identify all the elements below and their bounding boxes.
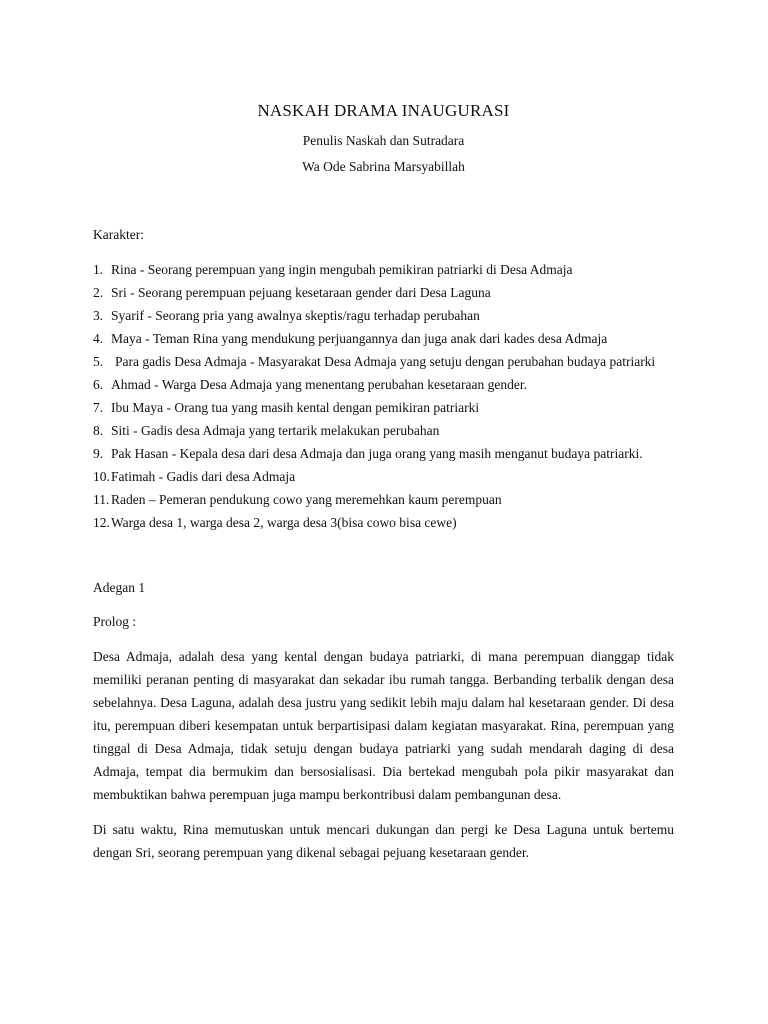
list-item bbox=[93, 258, 674, 281]
document-page bbox=[93, 100, 674, 876]
list-text: Rina - Seorang perempuan yang ingin mengubah pemikiran patriarki di Desa Admaja bbox=[111, 262, 573, 277]
document-title: NASKAH DRAMA INAUGURASI bbox=[257, 101, 510, 120]
list-text: Pak Hasan - Kepala desa dari desa Admaja dan juga orang yang masih menganut budaya patriarki. bbox=[111, 446, 643, 461]
list-number: 8. bbox=[93, 423, 104, 438]
list-number: 9. bbox=[93, 446, 104, 461]
list-item bbox=[93, 419, 674, 442]
list-text: Warga desa 1, warga desa 2, warga desa 3(bisa cowo bisa cewe) bbox=[111, 515, 457, 530]
list-number: 3. bbox=[93, 308, 104, 323]
list-number: 2. bbox=[93, 285, 104, 300]
list-number: 7. bbox=[93, 400, 104, 415]
list-item bbox=[93, 281, 674, 304]
list-text: Siti - Gadis desa Admaja yang tertarik melakukan perubahan bbox=[111, 423, 440, 438]
list-text: Fatimah - Gadis dari desa Admaja bbox=[111, 469, 296, 484]
list-item bbox=[93, 350, 674, 373]
list-item bbox=[93, 373, 674, 396]
list-text: Sri - Seorang perempuan pejuang kesetaraan gender dari Desa Laguna bbox=[111, 285, 491, 300]
author-name: Wa Ode Sabrina Marsyabillah bbox=[302, 159, 465, 174]
list-text: Maya - Teman Rina yang mendukung perjuangannya dan juga anak dari kades desa Admaja bbox=[111, 331, 608, 346]
list-text: Para gadis Desa Admaja - Masyarakat Desa Admaja yang setuju dengan perubahan budaya patriarki bbox=[115, 354, 656, 369]
prolog-paragraph-1: Desa Admaja, adalah desa yang kental dengan budaya patriarki, di mana perempuan dianggap tidak memiliki peranan penting di masyarakat dan sekadar ibu rumah tangga. Berbanding terbalik dengan desa sebelahnya. Desa Laguna, adalah desa justru yang sedikit lebih maju dalam hal kesetaraan gender. Di desa itu, perempuan diberi kesempatan untuk berpartisipasi dalam kegiatan masyarakat. Rina, perempuan yang tinggal di Desa Admaja, tidak setuju dengan budaya patriarki yang sudah mendarah daging di desa Admaja, tempat dia bermukim dan bersosialisasi. Dia bertekad mengubah pola pikir masyarakat dan membuktikan bahwa perempuan juga mampu berkontribusi dalam pembangunan desa. bbox=[93, 649, 674, 802]
author-role: Penulis Naskah dan Sutradara bbox=[302, 133, 465, 148]
list-text: Syarif - Seorang pria yang awalnya skeptis/ragu terhadap perubahan bbox=[111, 308, 480, 323]
list-item bbox=[93, 511, 674, 534]
scene-heading: Adegan 1 bbox=[93, 580, 146, 595]
prolog-paragraph-2: Di satu waktu, Rina memutuskan untuk mencari dukungan dan pergi ke Desa Laguna untuk bertemu dengan Sri, seorang perempuan yang dikenal sebagai pejuang kesetaraan gender. bbox=[93, 822, 674, 860]
list-item bbox=[93, 304, 674, 327]
list-number: 10. bbox=[93, 469, 110, 484]
list-number: 4. bbox=[93, 331, 104, 346]
list-item bbox=[93, 488, 674, 511]
list-number: 6. bbox=[93, 377, 104, 392]
list-item bbox=[93, 442, 674, 465]
list-text: Raden – Pemeran pendukung cowo yang meremehkan kaum perempuan bbox=[111, 492, 502, 507]
prolog-heading: Prolog : bbox=[93, 614, 137, 629]
list-item bbox=[93, 396, 674, 419]
list-number: 11. bbox=[93, 492, 110, 507]
list-item bbox=[93, 327, 674, 350]
list-number: 1. bbox=[93, 262, 104, 277]
list-item bbox=[93, 465, 674, 488]
karakter-heading: Karakter: bbox=[93, 227, 144, 242]
character-list bbox=[93, 258, 674, 534]
list-number: 5. bbox=[93, 354, 104, 369]
list-number: 12. bbox=[93, 515, 110, 530]
list-text: Ibu Maya - Orang tua yang masih kental dengan pemikiran patriarki bbox=[111, 400, 480, 415]
list-text: Ahmad - Warga Desa Admaja yang menentang perubahan kesetaraan gender. bbox=[111, 377, 528, 392]
